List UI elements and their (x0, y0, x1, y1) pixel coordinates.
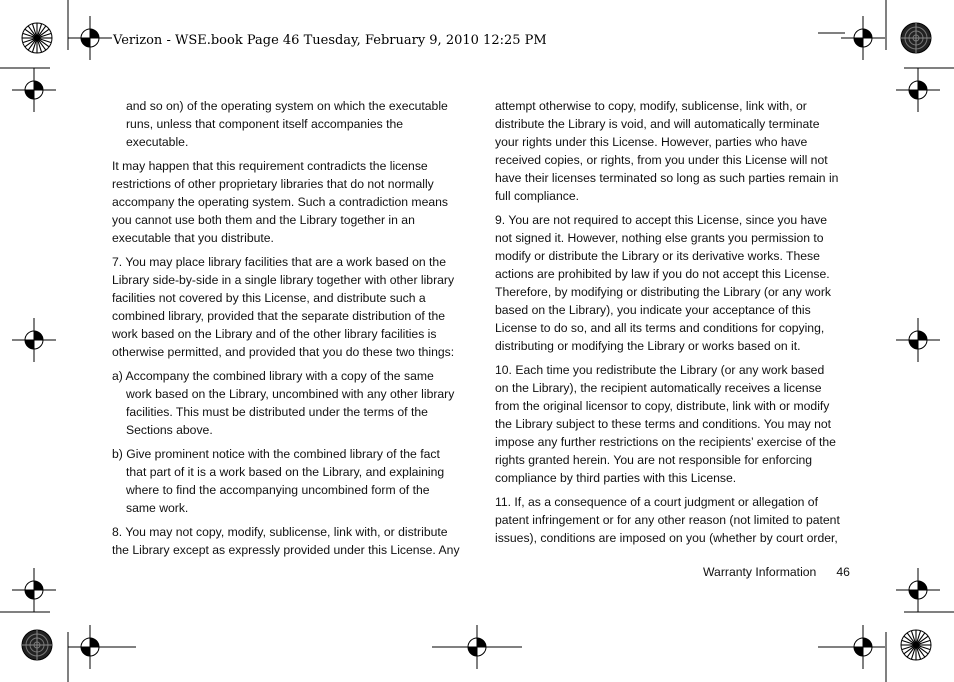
registration-mark (841, 625, 885, 669)
registration-mark (896, 568, 940, 612)
registration-mark (68, 16, 112, 60)
list-item: b) Give prominent notice with the combined library of the fact that part of it is a work based on the Library, and explaining where to find the accompanying uncombined form of the same work. (112, 447, 445, 515)
list-item: a) Accompany the combined library with a copy of the same work based on the Library, uncombined with any other library facilities. This must be distributed under the terms of the Sections above. (112, 369, 455, 437)
starburst-mark-top-left (22, 23, 52, 53)
page-footer (703, 565, 850, 579)
paragraph: attempt otherwise to copy, modify, sublicense, link with, or distribute the Library is void, and will automatically terminate your rights under this License. However, parties who have received copies, or rights, from you under this License will not have their licenses terminated so long as such parties remain in full compliance. (495, 99, 839, 203)
registration-mark (68, 625, 112, 669)
paragraph: and so on) of the operating system on which the executable runs, unless that component itself accompanies the executable. (126, 99, 448, 149)
disc-mark-top-right (901, 23, 931, 53)
disc-mark-bottom-left (22, 630, 52, 660)
left-column (112, 97, 460, 565)
registration-mark (896, 318, 940, 362)
registration-mark (12, 68, 56, 112)
registration-mark (896, 68, 940, 112)
starburst-mark-bottom-right (901, 630, 931, 660)
registration-mark (12, 318, 56, 362)
registration-mark (12, 568, 56, 612)
footer-section-title: Warranty Information (703, 565, 817, 579)
paragraph: 8. You may not copy, modify, sublicense, link with, or distribute the Library except as expressly provided under this License. Any (112, 525, 460, 557)
paragraph: 7. You may place library facilities that are a work based on the Library side-by-side in a single library together with other library facilities not covered by this License, and distribute such a combined library, provided that the separate distribution of the work based on the Library and of the other library facilities is otherwise permitted, and provided that you do these two things: (112, 255, 455, 359)
paragraph: 9. You are not required to accept this License, since you have not signed it. However, nothing else grants you permission to modify or distribute the Library or its derivative works. These actions are prohibited by law if you do not accept this License. Therefore, by modifying or distributing the Library (or any work based on the Library), you indicate your acceptance of this License to do so, and all its terms and conditions for copying, distributing or modifying the Library or works based on it. (495, 213, 831, 353)
paragraph: 11. If, as a consequence of a court judgment or allegation of patent infringement or for any other reason (not limited to patent issues), conditions are imposed on you (whether by court order, (495, 495, 840, 545)
page-number: 46 (836, 565, 850, 579)
paragraph: It may happen that this requirement contradicts the license restrictions of other proprietary libraries that do not normally accompany the operating system. Such a contradiction means you cannot use both them and the Library together in an executable that you distribute. (112, 159, 449, 245)
paragraph: 10. Each time you redistribute the Library (or any work based on the Library), the recipient automatically receives a license from the original licensor to copy, distribute, link with or modify the Library subject to these terms and conditions. You may not impose any further restrictions on the recipients’ exercise of the rights granted herein. You are not responsible for enforcing compliance by third parties with this License. (495, 363, 836, 485)
right-column (495, 97, 841, 553)
running-head: Verizon - WSE.book Page 46 Tuesday, February 9, 2010 12:25 PM (113, 33, 547, 48)
registration-mark (455, 625, 499, 669)
registration-mark (841, 16, 885, 60)
